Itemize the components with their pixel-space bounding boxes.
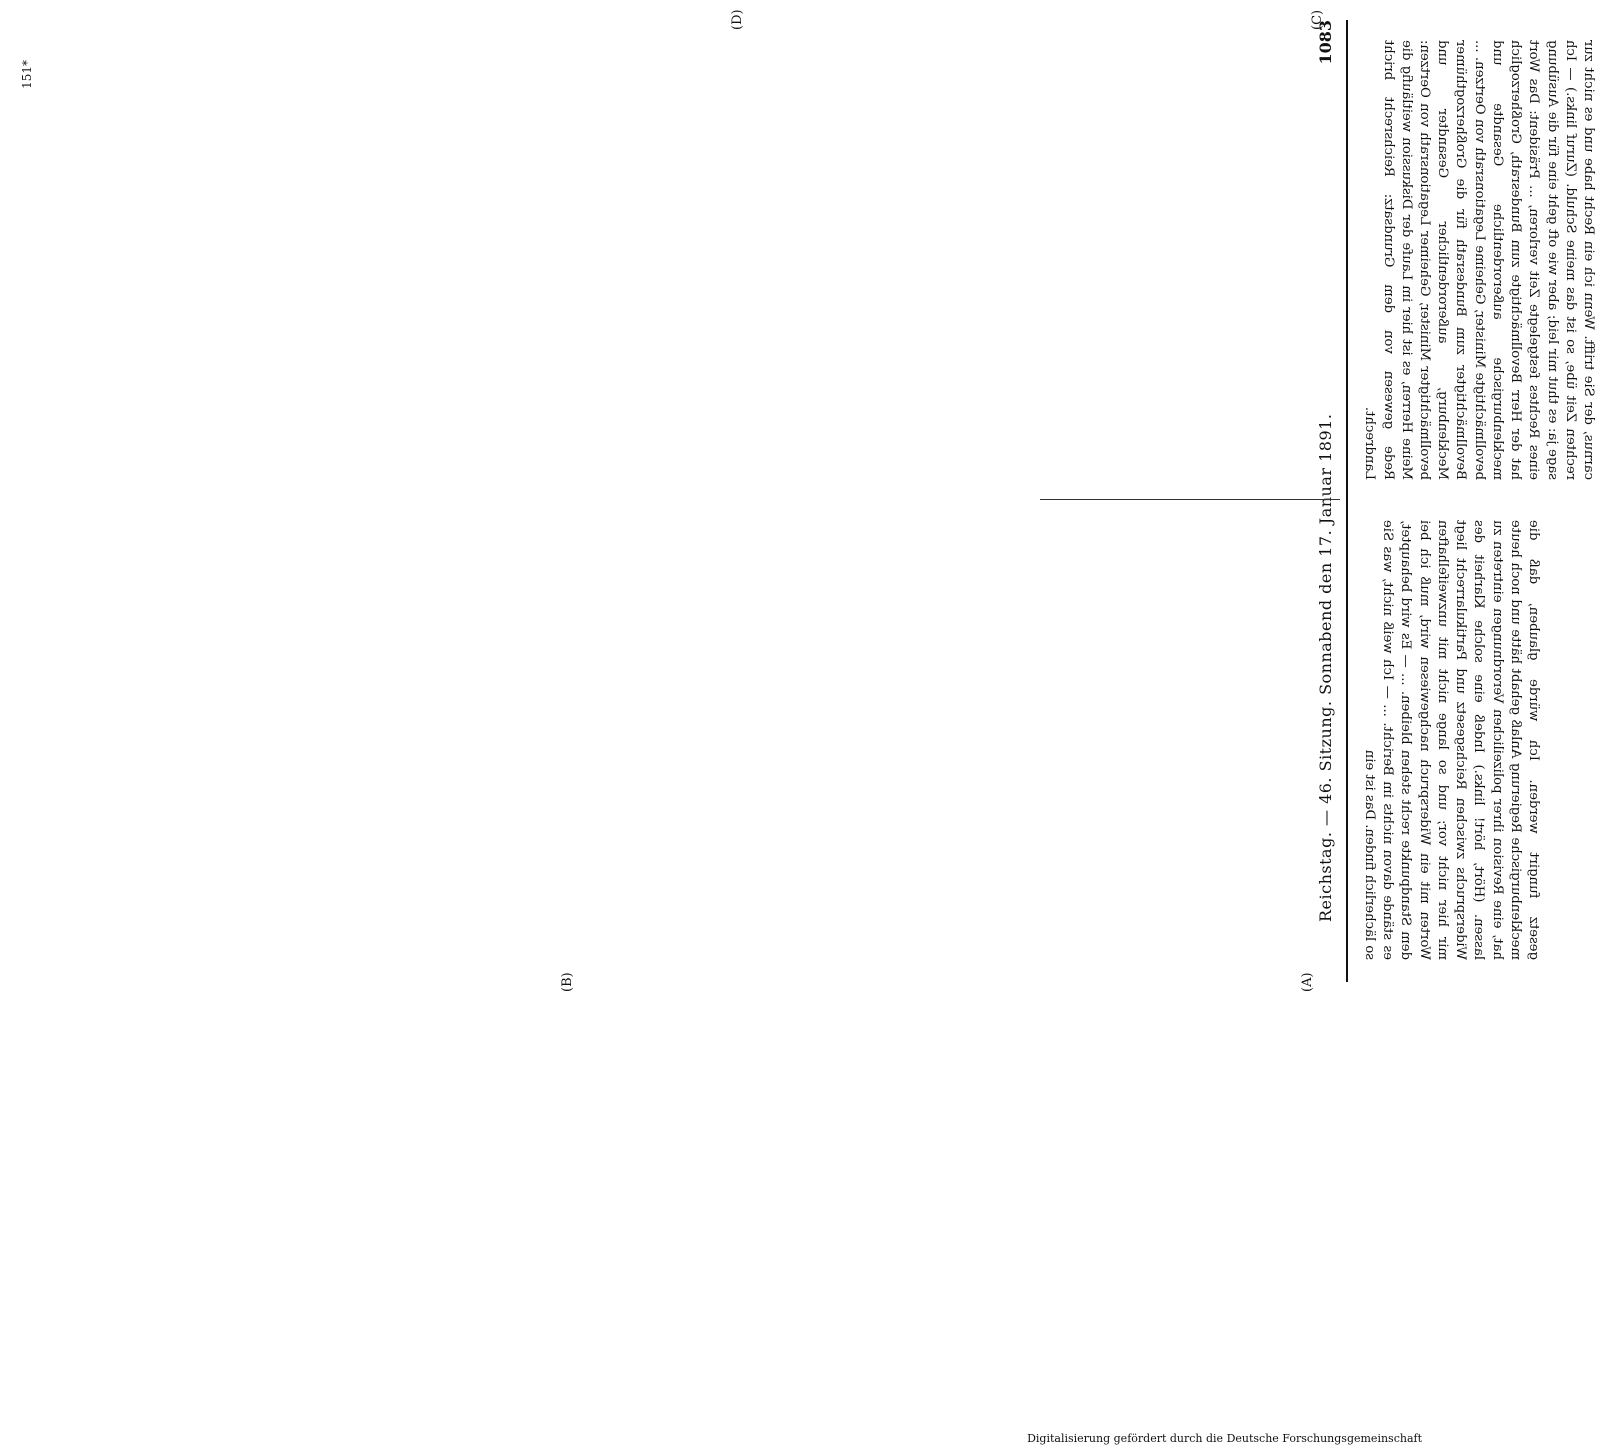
right-column-text: carnus, der Sie trifft. Wenn ich ein Recht habe und es nicht zur rechten Zeit übe, so ist das meine Schuld. (Zuruf links.) — Ich sage ja: es thut mir leid; aber wie oft geht eine für die Ausübung eines Rechtes festgelegte Zeit verloren, ... Präsident: Das Wort hat der Herr Bevollmächtigte zum Bundesrath, Großherzoglich mecklenburgische außerordentliche Gesandte und bevollmächtigte Minister, Geheime Legationsrath von Oertzen. ... Bevollmächtigter zum Bundesrath für die Großherzogthümer Mecklenburg, außerordentlicher Gesandter und bevollmächtigter Minister, Geheimer Legationsrath von Oertzen: Meine Herren, es ist hier im Laufe der Diskussion weitläufig die Rede gewesen von dem Grundsatz: Reichsrecht bricht Landrecht.: [1362, 40, 1596, 480]
margin-letter-a: (A): [1300, 972, 1315, 992]
header-rule: [1346, 20, 1348, 982]
digitization-credit: Digitalisierung gefördert durch die Deutsche Forschungsgemeinschaft: [1027, 1432, 1422, 1445]
left-column-text: gesetz fungirt werden. Ich würde glauben, daß die mecklenburgische Regierung Anlaß gehabt hätte und noch heute hat, eine Revision ihrer polizeilichen Verordnungen eintreten zu lassen. (Hört, hört! links.) Indeß eine solche Klarheit des Widerspruchs zwischen Reichsgesetz und Partikularrecht liegt mir hier nicht vor; und so lange nicht mit unzweifelhaften Worten mit ein Widerspruch nachgewiesen wird, muß ich bei dem Standpunkte recht stehen bleiben. ... — Es wird behauptet, es stände davon nichts im Bericht. ... — Ich weiß nicht, was Sie so lächerlich finden. Das ist ein: [1362, 520, 1542, 960]
margin-letter-d: (D): [730, 9, 745, 30]
sheet-mark: 151*: [20, 60, 34, 89]
margin-letter-c: (C): [1310, 9, 1325, 30]
page-header: [1310, 20, 1350, 982]
column-divider: [1040, 499, 1340, 500]
margin-letter-b: (B): [560, 972, 575, 992]
page-number: 1083: [1316, 20, 1335, 65]
running-head: Reichstag. — 46. Sitzung. Sonnabend den 17. Januar 1891.: [1316, 413, 1335, 922]
